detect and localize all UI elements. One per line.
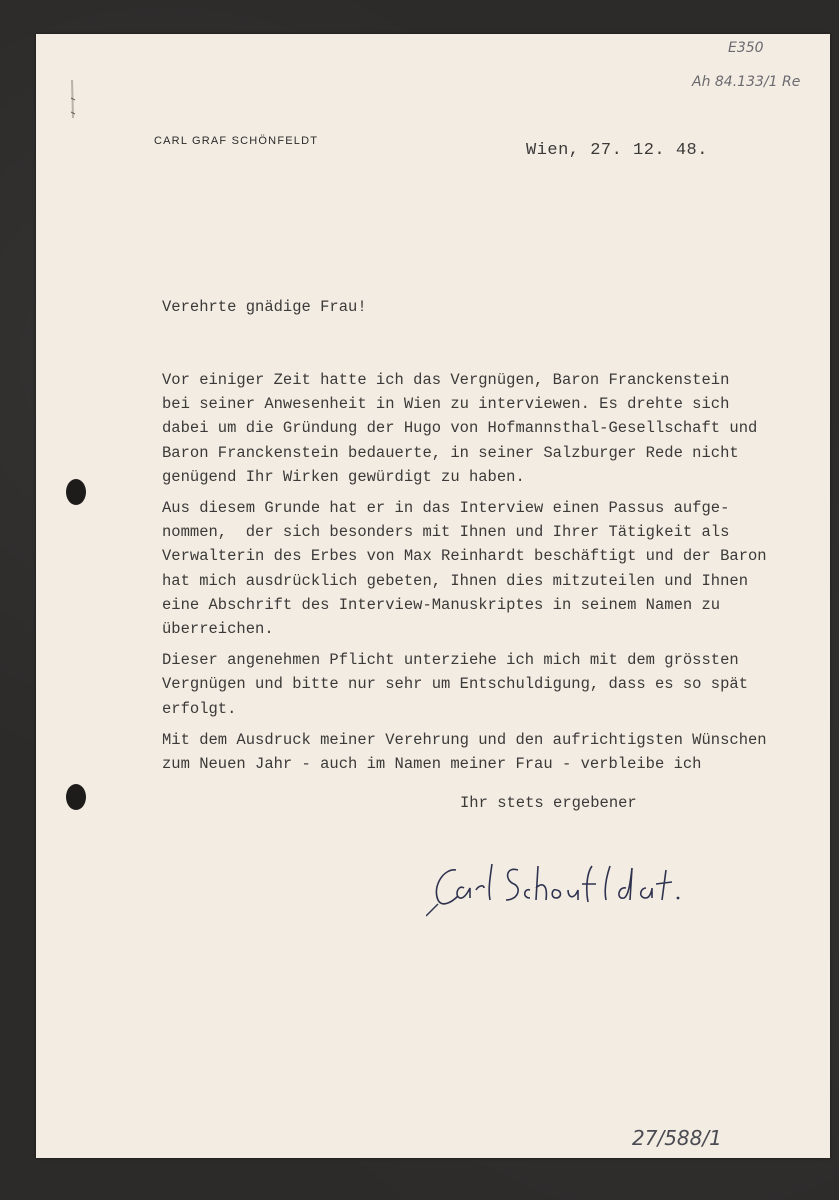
text-line: eine Abschrift des Interview-Manuskriptes in seinem Namen zu xyxy=(162,595,721,614)
staple-mark xyxy=(70,78,74,118)
text-line: überreichen. xyxy=(162,620,274,639)
archive-reference-handwritten: Ah 84.133/1 Re xyxy=(692,74,801,90)
text-line: Vor einiger Zeit hatte ich das Vergnügen, Baron Franckenstein xyxy=(162,371,730,389)
text-line: dabei um die Gründung der Hugo von Hofmannsthal-Gesellschaft und xyxy=(162,419,758,438)
paragraph xyxy=(162,368,839,489)
punch-hole-upper xyxy=(66,479,86,505)
text-line: genügend Ihr Wirken gewürdigt zu haben. xyxy=(162,467,525,486)
letter-page xyxy=(36,34,830,1158)
text-line: Verwalterin des Erbes von Max Reinhardt beschäftigt und der Baron xyxy=(162,547,767,566)
paragraph xyxy=(162,496,839,641)
text-line: erfolgt. xyxy=(162,699,237,718)
closing-line: Ihr stets ergebener xyxy=(460,794,637,812)
inventory-number-handwritten: 27/588/1 xyxy=(632,1126,722,1150)
salutation: Verehrte gnädige Frau! xyxy=(162,298,367,316)
text-line: Mit dem Ausdruck meiner Verehrung und den aufrichtigsten Wünschen xyxy=(162,730,767,749)
text-line: Dieser angenehmen Pflicht unterziehe ich mich mit dem grössten xyxy=(162,651,739,670)
punch-hole-lower xyxy=(66,784,86,810)
paragraph xyxy=(162,648,839,721)
letter-body xyxy=(162,368,839,783)
text-line: Vergnügen und bitte nur sehr um Entschuldigung, dass es so spät xyxy=(162,675,748,694)
text-line: hat mich ausdrücklich gebeten, Ihnen dies mitzuteilen und Ihnen xyxy=(162,571,748,590)
letter-date: Wien, 27. 12. 48. xyxy=(526,141,708,160)
text-line: bei seiner Anwesenheit in Wien zu interviewen. Es drehte sich xyxy=(162,395,730,414)
paragraph xyxy=(162,728,839,776)
text-line: zum Neuen Jahr - auch im Namen meiner Frau - verbleibe ich xyxy=(162,755,702,774)
letterhead: CARL GRAF SCHÖNFELDT xyxy=(154,135,319,147)
text-line: Aus diesem Grunde hat er in das Interview einen Passus aufge- xyxy=(162,499,730,518)
text-line: nommen, der sich besonders mit Ihnen und Ihrer Tätigkeit als xyxy=(162,523,730,542)
text-line: Baron Franckenstein bedauerte, in seiner Salzburger Rede nicht xyxy=(162,443,739,462)
archive-number-handwritten: E350 xyxy=(728,40,764,56)
handwritten-signature xyxy=(426,844,736,928)
